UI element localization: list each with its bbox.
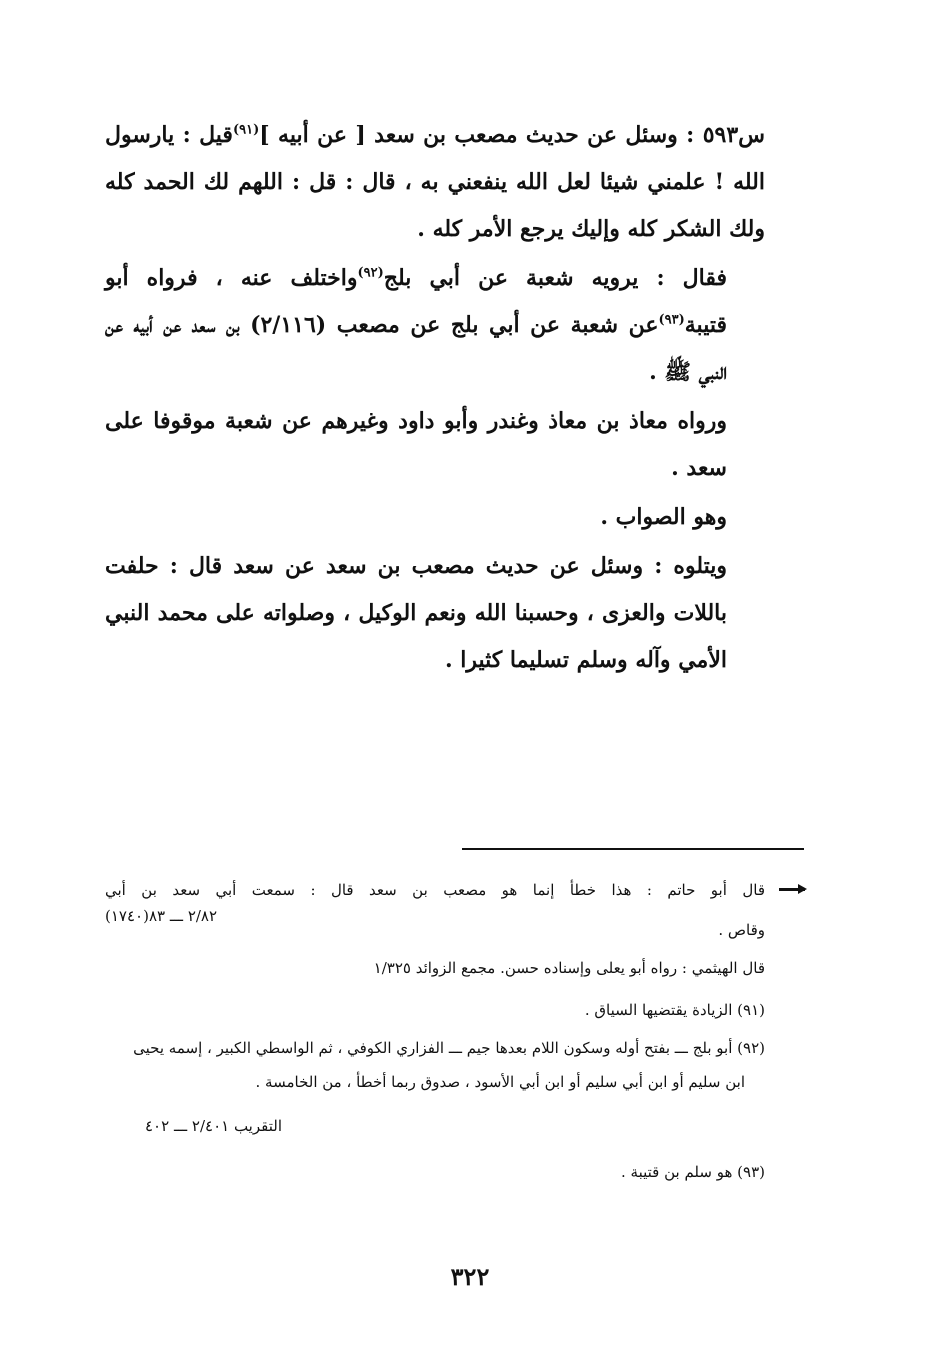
footnote-ref-92[interactable]: (٩٢) xyxy=(357,265,384,281)
answer-text-c: عن شعبة عن أبي بلج عن مصعب (٢/١١٦) بن سعد عن أبيه عن النبي ﷺ . xyxy=(105,312,727,385)
answer-text-a: فقال : يرويه شعبة عن أبي بلج xyxy=(383,265,727,291)
footnote-92-ref: التقريب ٢/٤٠١ ـــ ٤٠٢ xyxy=(145,1117,282,1135)
footnote-92-line1: (٩٢) أبو بلج ـــ بفتح أوله وسكون اللام بعدها جيم ـــ الفزاري الكوفي ، ثم الواسطي الكبير ، إسمه يحيى xyxy=(133,1039,765,1057)
footnote-continuation xyxy=(105,880,805,940)
question-number: س٥٩٣ xyxy=(702,122,765,148)
main-text xyxy=(105,112,765,686)
footnote-ref-93[interactable]: (٩٣) xyxy=(658,312,685,328)
footnote-continuation-ref: ٢/٨٢ ـــ ٨٣(١٧٤٠) xyxy=(105,907,218,925)
footnote-ref-91[interactable]: (٩١) xyxy=(232,122,260,138)
answer-text-b: واختلف عنه ، فرواه أبو قتيبة xyxy=(105,265,727,338)
next-question-paragraph: ويتلوه : وسئل عن حديث مصعب بن سعد عن سعد قال : حلفت باللات والعزى ، وحسبنا الله ونعم الوكيل ، وصلواته على محمد النبي الأمي وآله وسلم تسليما كثيرا . xyxy=(105,553,727,673)
narration-paragraph: ورواه معاذ بن معاذ وغندر وأبو داود وغيرهم عن شعبة موقوفا على سعد . xyxy=(105,408,727,481)
question-paragraph xyxy=(105,112,765,253)
footnote-93: (٩٣) هو سلم بن قتيبة . xyxy=(620,1163,765,1181)
arrow-icon xyxy=(779,888,805,891)
question-text-b: قيل : يارسول الله ! علمني شيئا لعل الله ينفعني به ، قال : قل : اللهم لك الحمد كله ولك الشكر كله وإليك يرجع الأمر كله . xyxy=(105,122,765,242)
footnote-separator xyxy=(462,848,804,850)
footnote-92-line2: ابن سليم أو ابن أبي سليم أو ابن أبي الأسود ، صدوق ربما أخطأ ، من الخامسة . xyxy=(255,1073,745,1091)
footnotes-section xyxy=(105,880,805,1182)
footnote-continuation-line2: وقاص . xyxy=(718,921,765,939)
answer-paragraph xyxy=(105,255,765,396)
footnote-91: (٩١) الزيادة يقتضيها السياق . xyxy=(584,1001,765,1019)
question-text-a: : وسئل عن حديث مصعب بن سعد [ عن أبيه ] xyxy=(259,122,703,148)
footnote-haythami: قال الهيثمي : رواه أبو يعلى وإسناده حسن. مجمع الزوائد ١/٣٢٥ xyxy=(373,959,765,977)
verdict-paragraph: وهو الصواب . xyxy=(600,504,727,530)
page-number: ٣٢٢ xyxy=(450,1262,490,1291)
footnote-continuation-line1: قال أبو حاتم : هذا خطأ إنما هو مصعب بن سعد قال : سمعت أبي سعد بن أبي xyxy=(105,881,765,899)
